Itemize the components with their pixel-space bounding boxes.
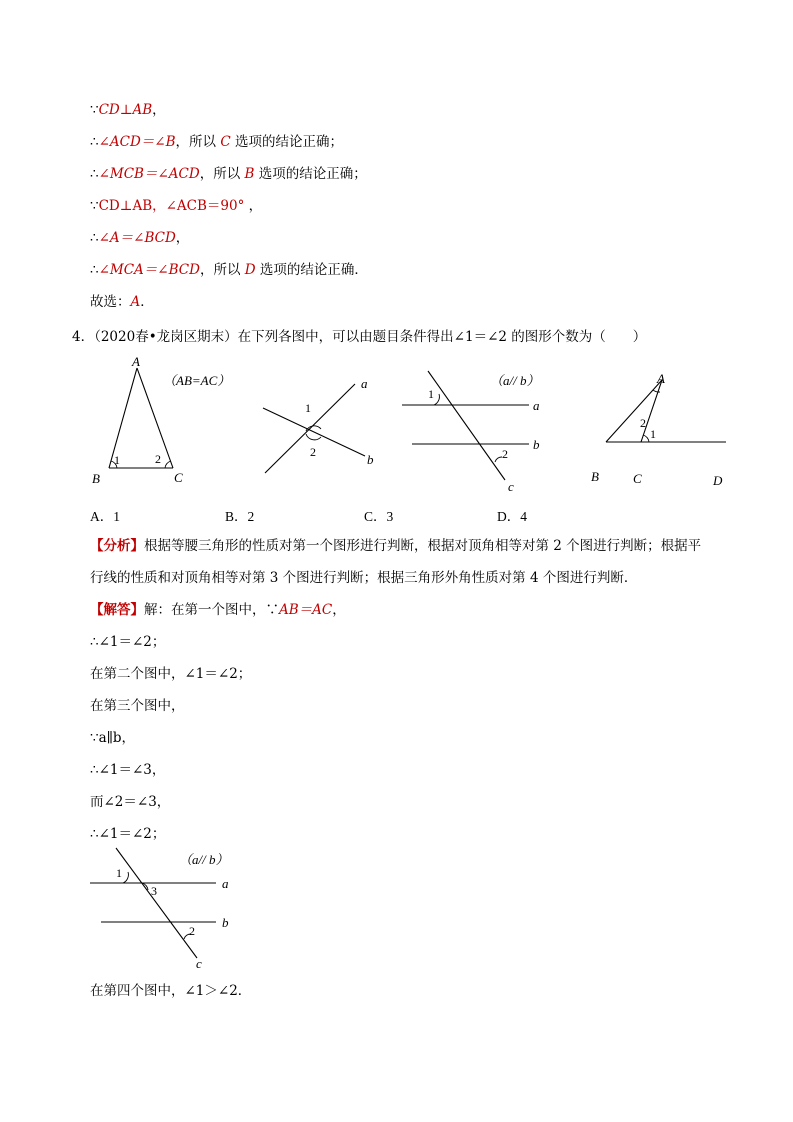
solution-line-text: ， [175, 230, 190, 246]
angle-label-1: 1 [650, 427, 656, 441]
solution-line-prefix: ∴ [90, 230, 99, 246]
solution-line-text: 选项的结论正确； [230, 134, 343, 150]
answer-line [90, 601, 346, 619]
line-label-c: c [196, 956, 202, 971]
solution-line-expression: CD⊥AB，∠ACB＝90° [98, 198, 245, 214]
analysis-line [90, 569, 637, 587]
solution-line-text: 选项的结论正确； [254, 166, 367, 182]
solution-line-expression: ∠MCB＝∠ACD [98, 166, 200, 182]
figure-condition: （a// b） [179, 852, 229, 867]
answer-line: 在第三个图中， [90, 698, 185, 714]
analysis-text: 行线的性质和对顶角相等对第 3 个图进行判断；根据三角形外角性质对第 4 个图进行判断． [90, 570, 638, 586]
angle-label-1: 1 [428, 387, 434, 401]
vertex-label-b: B [591, 469, 599, 484]
solution-line-prefix: 故选： [90, 294, 131, 310]
solution-line [90, 261, 368, 279]
answer-line: 而∠2＝∠3， [90, 794, 171, 810]
figure-condition: （AB=AC） [163, 373, 231, 388]
solution-line-text: ， [244, 198, 263, 214]
solution-line-text: ． [140, 294, 154, 310]
solution-line-option: B [244, 166, 255, 182]
answer-line: ∴∠1＝∠2； [90, 634, 166, 650]
line-label-a: a [222, 876, 229, 891]
solution-line-text: ，所以 [199, 262, 245, 278]
question-number: 4． [72, 329, 95, 345]
solution-line [90, 293, 154, 311]
vertex-label-c: C [633, 471, 642, 486]
solution-line-prefix: ∵ [90, 102, 99, 118]
vertex-label-c: C [174, 470, 183, 485]
solution-line-text: 选项的结论正确． [255, 262, 368, 278]
solution-line-text: ，所以 [199, 166, 245, 182]
angle-label-3: 3 [151, 884, 157, 898]
answer-tag: 【解答】 [90, 602, 144, 618]
question-text: 在下列各图中，可以由题目条件得出∠1＝∠2 的图形个数为（ ） [237, 329, 647, 345]
line-label-b: b [533, 437, 540, 452]
solution-line-expression: CD⊥AB [98, 102, 153, 118]
solution-line [90, 133, 343, 151]
line-label-a: a [533, 398, 540, 413]
solution-line [90, 165, 367, 183]
figure-isosceles-triangle [85, 355, 245, 490]
solution-line [90, 229, 189, 247]
vertex-label-b: B [92, 471, 100, 486]
angle-label-2: 2 [640, 416, 646, 430]
solution-line-option: C [220, 134, 231, 150]
solution-line-prefix: ∴ [90, 134, 99, 150]
solution-line-expression: ∠MCA＝∠BCD [98, 262, 200, 278]
vertex-label-a: A [132, 355, 140, 369]
solution-line-option: D [244, 262, 256, 278]
line-label-c: c [508, 479, 514, 494]
line-label-b: b [222, 915, 229, 930]
analysis-tag: 【分析】 [90, 538, 144, 554]
question-source: （2020春•龙岗区期末） [94, 329, 238, 345]
angle-label-2: 2 [189, 924, 195, 938]
question-4 [72, 325, 646, 345]
figure-vertical-angles [255, 370, 390, 480]
answer-line: ∴∠1＝∠3， [90, 762, 166, 778]
option-c: C．3 [364, 509, 394, 524]
solution-line-text: ， [152, 102, 166, 118]
option-a: A．1 [90, 509, 120, 524]
line-label-a: a [361, 376, 368, 391]
answer-line: ∴∠1＝∠2； [90, 826, 166, 842]
answer-line: 在第二个图中，∠1＝∠2； [90, 666, 252, 682]
angle-label-2: 2 [502, 447, 508, 461]
option-b: B．2 [225, 509, 255, 524]
answer-text: 解：在第一个图中，∵ [144, 602, 279, 618]
figure-parallel-lines-angle-3 [85, 845, 245, 975]
option-d: D．4 [497, 509, 527, 524]
solution-line-expression: ∠A＝∠BCD [98, 230, 176, 246]
analysis-line [90, 537, 701, 555]
angle-label-1: 1 [305, 401, 311, 415]
answer-expression: AB＝AC [279, 602, 333, 618]
solution-line [90, 101, 166, 119]
vertex-label-a: A [657, 371, 665, 386]
angle-label-2: 2 [310, 445, 316, 459]
figure-condition: （a// b） [490, 373, 540, 388]
solution-line [90, 197, 262, 215]
solution-line-text: ，所以 [175, 134, 221, 150]
line-label-b: b [367, 452, 374, 467]
vertex-label-d: D [713, 473, 723, 488]
answer-line: ∵a∥b， [90, 730, 136, 746]
answer-line: 在第四个图中，∠1＞∠2． [90, 983, 252, 999]
solution-line-prefix: ∴ [90, 166, 99, 182]
solution-line-prefix: ∵ [90, 198, 99, 214]
figure-parallel-lines [395, 365, 555, 495]
analysis-text: 根据等腰三角形的性质对第一个图形进行判断，根据对顶角相等对第 2 个图进行判断；根据平 [144, 538, 702, 554]
angle-label-1: 1 [114, 453, 120, 467]
angle-label-2: 2 [155, 452, 161, 466]
solution-line-prefix: ∴ [90, 262, 99, 278]
solution-line-answer: A [130, 294, 141, 310]
solution-line-expression: ∠ACD＝∠B [98, 134, 176, 150]
figure-exterior-angle [585, 368, 735, 493]
answer-text: ， [332, 602, 346, 618]
angle-label-1: 1 [116, 866, 122, 880]
